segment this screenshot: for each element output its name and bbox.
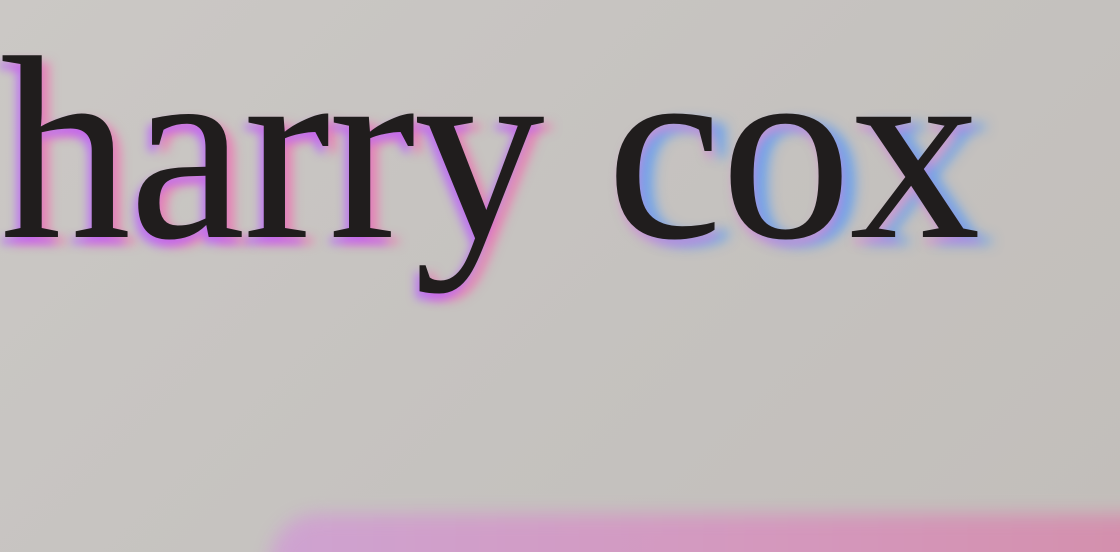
hero-name-heading [0, 4, 979, 294]
gradient-panel-edge [270, 514, 1120, 552]
hero-first-name: harry [0, 4, 543, 294]
hero-last-name: cox [606, 4, 979, 294]
